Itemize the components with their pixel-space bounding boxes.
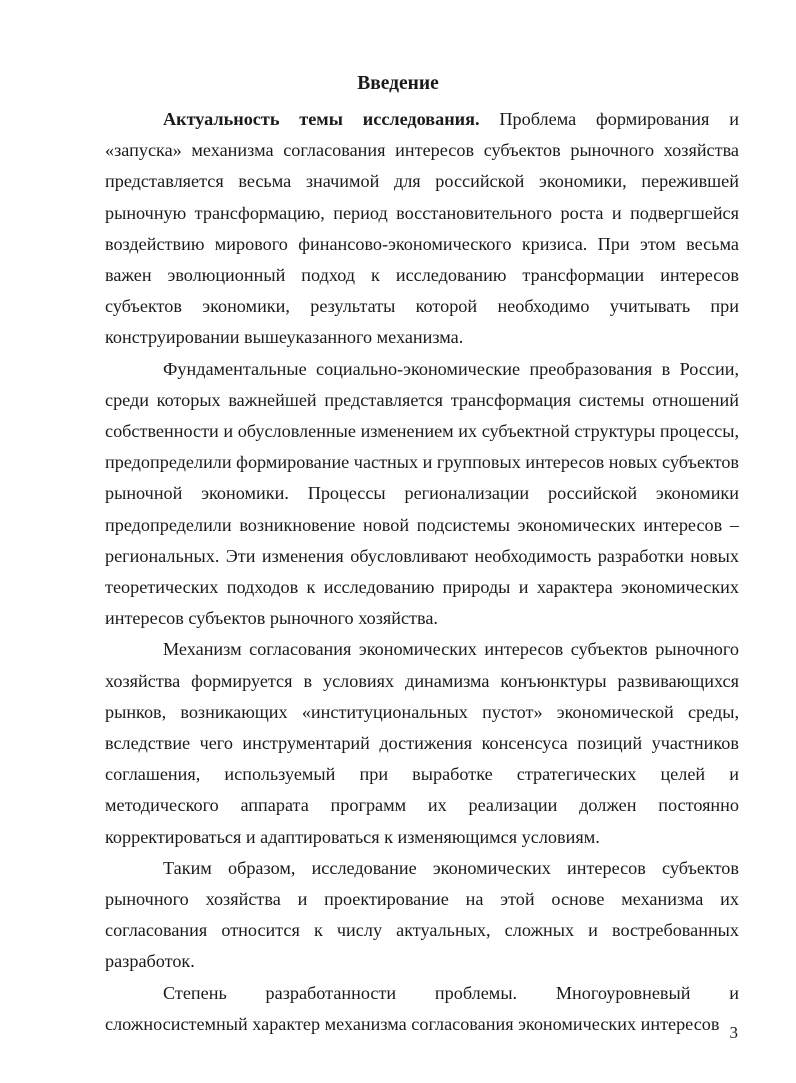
section-heading: Введение (357, 73, 439, 94)
paragraph-mechanism: Механизм согласования экономических интересов субъектов рыночного хозяйства формируется в условиях динамизма конъюнктуры развивающихся рынков, возникающих «институциональных пустот» экономической среды, вследствие чего инструментарий достижения консенсуса позиций участников соглашения, используемый при выработке стратегических целей и методического аппарата программ их реализации должен постоянно корректироваться и адаптироваться к изменяющимся условиям. (105, 639, 739, 847)
paragraph-text: Проблема формирования и «запуска» механизма согласования интересов субъектов рыночного хозяйства представляется весьма значимой для российской экономики, пережившей рыночную трансформацию, период восстановительного роста и подвергшейся воздействию мирового финансово-экономического кризиса. При этом весьма важен эволюционный подход к исследованию трансформации интересов субъектов экономики, результаты которой необходимо учитывать при конструировании вышеуказанного механизма. (105, 109, 740, 348)
page-number: 3 (729, 1023, 738, 1042)
paragraph-lead-bold: Актуальность темы исследования. (163, 109, 480, 129)
paragraph-conclusion: Таким образом, исследование экономических интересов субъектов рыночного хозяйства и проектирование на этой основе механизма их согласования относится к числу актуальных, сложных и востребованных разработок. (105, 857, 739, 972)
paragraph-relevance (105, 104, 739, 354)
body-text (105, 104, 739, 1040)
paragraph-degree: Степень разработанности проблемы. Многоуровневый и сложносистемный характер механизма согласования экономических интересов (105, 982, 739, 1034)
paragraph-transformations: Фундаментальные социально-экономические преобразования в России, среди которых важнейшей представляется трансформация системы отношений собственности и обусловленные изменением их субъектной структуры процессы, предопределили формирование частных и групповых интересов новых субъектов рыночной экономики. Процессы регионализации российской экономики предопределили возникновение новой подсистемы экономических интересов – региональных. Эти изменения обусловливают необходимость разработки новых теоретических подходов к исследованию природы и характера экономических интересов субъектов рыночного хозяйства. (105, 358, 739, 629)
